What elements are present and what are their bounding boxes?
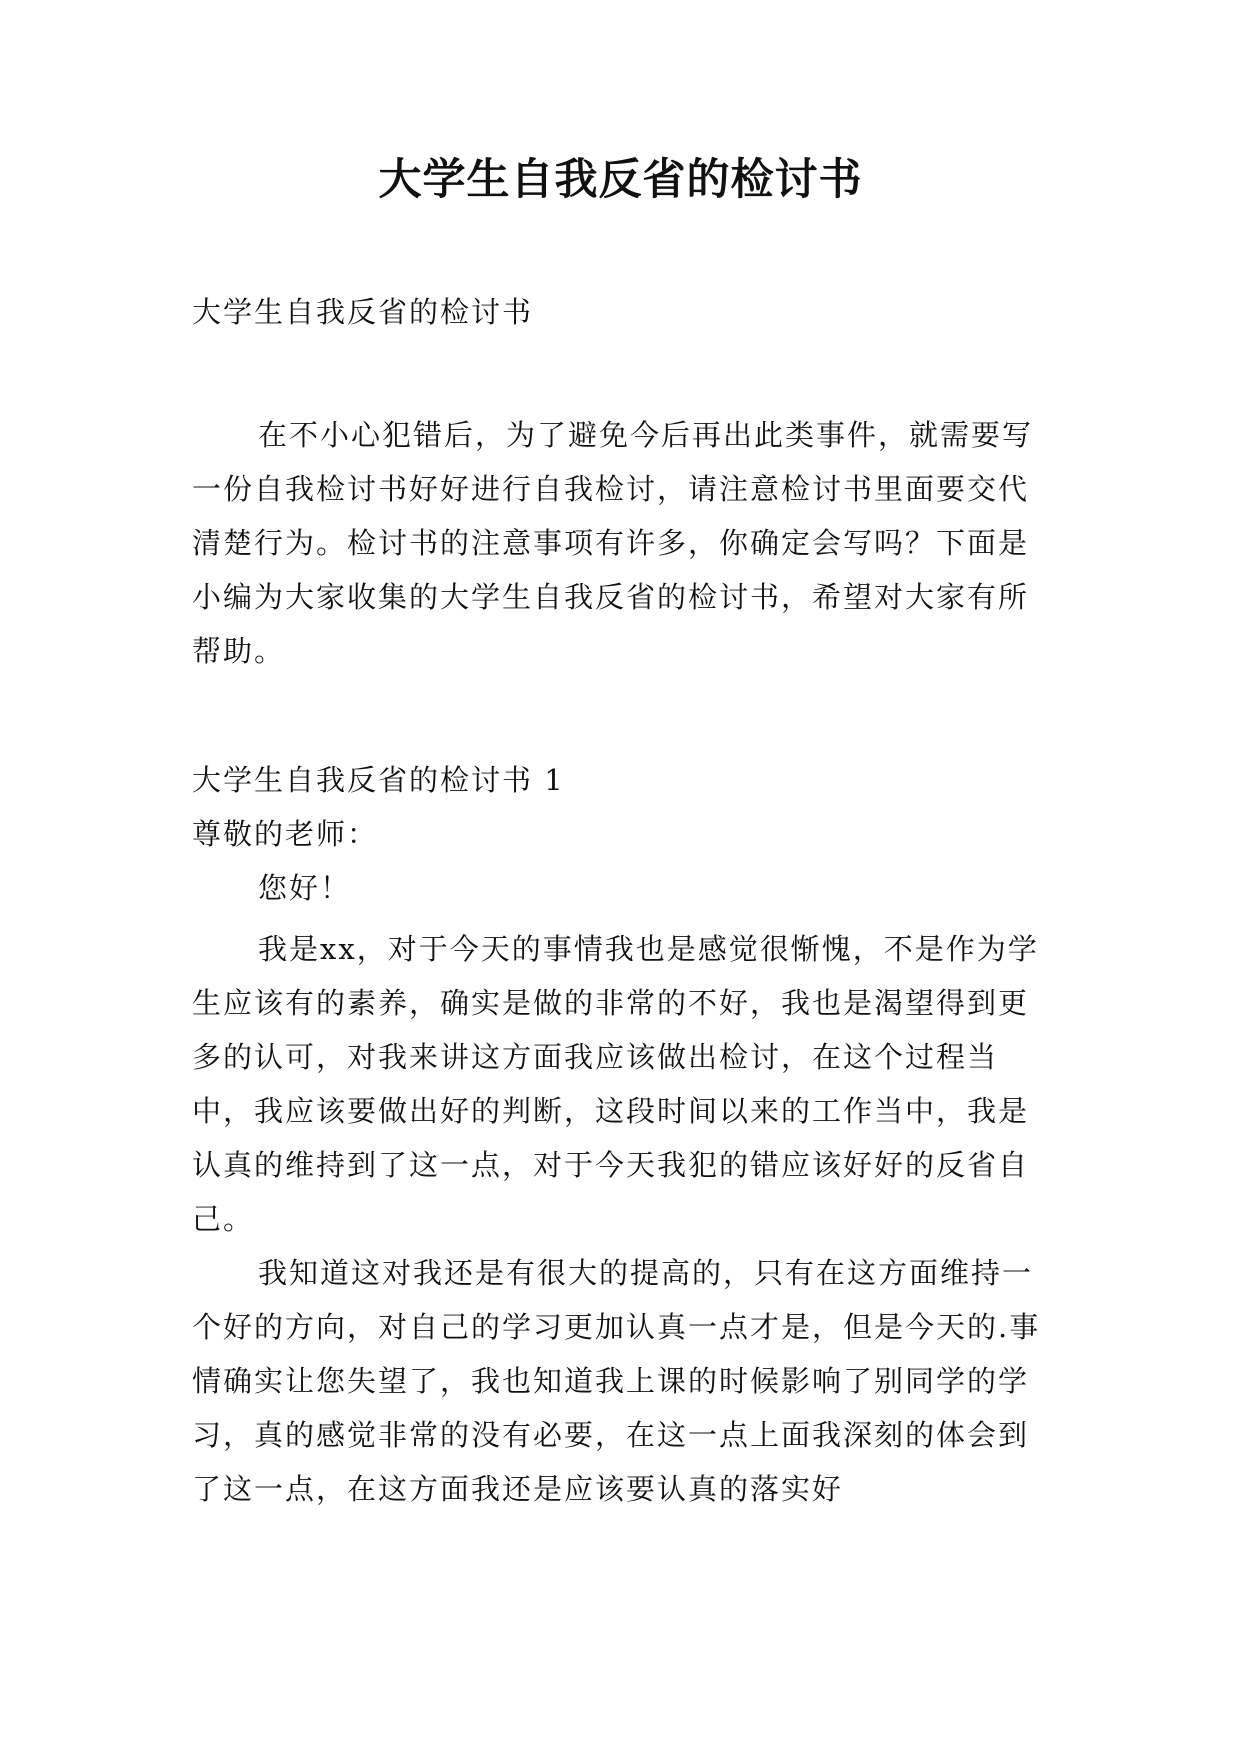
letter-paragraph-1: 我是xx，对于今天的事情我也是感觉很惭愧，不是作为学生应该有的素养，确实是做的非常的不好，我也是渴望得到更多的认可，对我来讲这方面我应该做出检讨，在这个过程当中，我应该要做出好的判断，这段时间以来的工作当中，我是认真的维持到了这一点，对于今天我犯的错应该好好的反省自己。 xyxy=(192,932,1039,1236)
letter-paragraph-2: 我知道这对我还是有很大的提高的，只有在这方面维持一个好的方向，对自己的学习更加认真一点才是，但是今天的.事情确实让您失望了，我也知道我上课的时候影响了别同学的学习，真的感觉非常的没有必要，在这一点上面我深刻的体会到了这一点，在这方面我还是应该要认真的落实好 xyxy=(192,1256,1041,1506)
intro-paragraph: 在不小心犯错后，为了避免今后再出此类事件，就需要写一份自我检讨书好好进行自我检讨，请注意检讨书里面要交代清楚行为。检讨书的注意事项有许多，你确定会写吗？下面是小编为大家收集的大学生自我反省的检讨书，希望对大家有所帮助。 xyxy=(192,418,1034,668)
letter-heading: 大学生自我反省的检讨书 1 xyxy=(192,763,565,797)
letter-salutation: 尊敬的老师： xyxy=(192,817,379,851)
letter-greeting: 您好！ xyxy=(258,871,352,905)
document-title: 大学生自我反省的检讨书 xyxy=(378,155,863,205)
document-subtitle: 大学生自我反省的检讨书 xyxy=(192,295,534,329)
letter-section xyxy=(192,760,1054,1516)
